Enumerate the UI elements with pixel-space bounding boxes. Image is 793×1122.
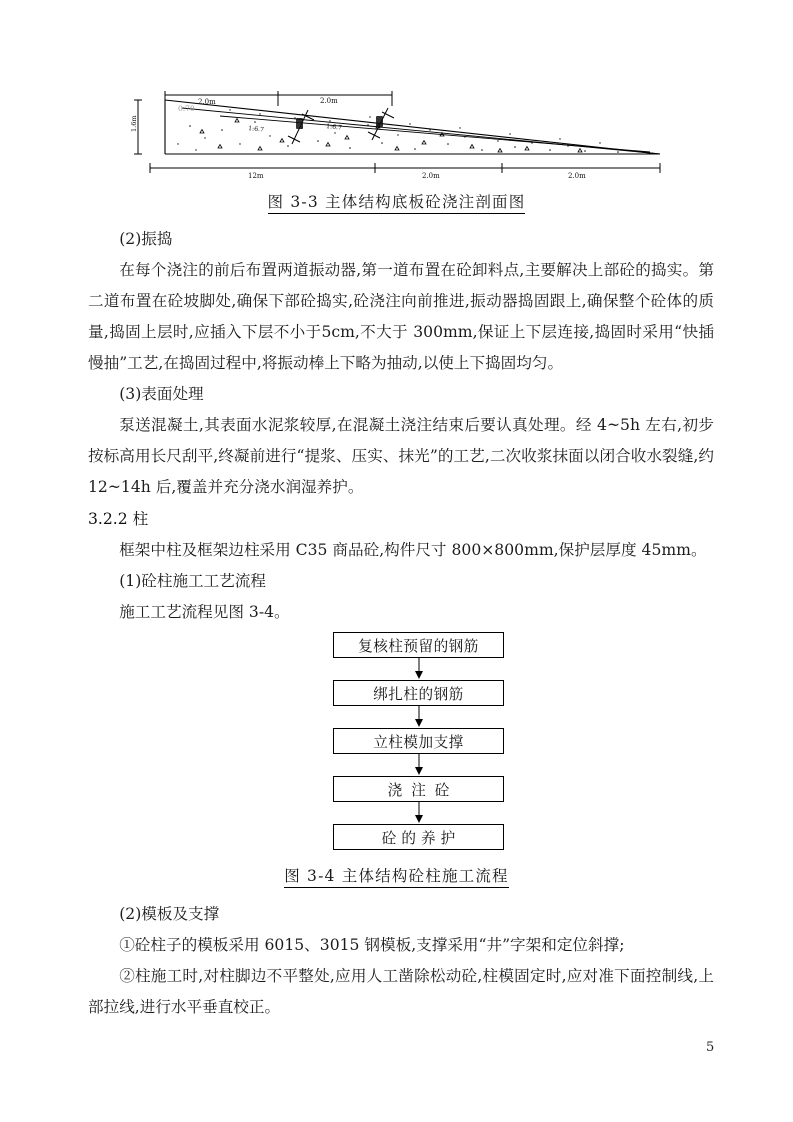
formwork-item-1-block [88, 930, 714, 961]
vibrating-paragraph-block [88, 255, 714, 379]
figure-3-3-slope-note-1: 1:6.7 [247, 125, 265, 134]
vibrating-subheading: (2)振捣 [119, 230, 173, 248]
surface-paragraph-block [88, 410, 714, 503]
vibrating-subheading-block [88, 224, 714, 255]
column-paragraph-1-block [88, 535, 714, 566]
figure-3-4-flowchart [333, 632, 506, 850]
column-paragraph-2: 施工工艺流程见图 3-4。 [119, 603, 290, 621]
figure-3-3-caption-text: 图 3-3 主体结构底板砼浇注剖面图 [268, 193, 526, 214]
flow-arrow-4 [333, 802, 504, 824]
page-number: 5 [706, 1040, 715, 1055]
formwork-item-2: ②柱施工时,对柱脚边不平整处,应用人工凿除松动砼,柱模固定时,应对准下面控制线,上部拉线,进行水平垂直校正。 [88, 967, 714, 1016]
formwork-subheading-block [88, 899, 714, 930]
figure-3-3-top-dim-1: 2.0m [198, 98, 216, 106]
flow-arrow-1 [333, 658, 504, 680]
vibrating-paragraph: 在每个浇注的前后布置两道振动器,第一道布置在砼卸料点,主要解决上部砼的捣实。第二道布置在砼坡脚处,确保下部砼捣实,砼浇注向前推进,振动器捣固跟上,确保整个砼体的质量,捣固上层时,应插入下层不小于5cm,不大于 300mm,保证上下层连接,捣固时采用“快插慢抽”工艺,在捣固过程中,将振动棒上下略为抽动,以使上下捣固均匀。 [88, 261, 714, 372]
surface-paragraph: 泵送混凝土,其表面水泥浆较厚,在混凝土浇注结束后要认真处理。经 4~5h 左右,初步按标高用长尺刮平,终凝前进行“提浆、压实、抹光”的工艺,二次收浆抹面以闭合收水裂缝,约 12~14h 后,覆盖并充分浇水润湿养护。 [88, 416, 714, 496]
flow-step-1: 复核柱预留的钢筋 [333, 632, 504, 658]
formwork-item-1: ①砼柱子的模板采用 6015、3015 钢模板,支撑采用“井”字架和定位斜撑; [119, 936, 625, 954]
column-paragraph-1: 框架中柱及框架边柱采用 C35 商品砼,构件尺寸 800×800mm,保护层厚度 45mm。 [119, 541, 707, 559]
figure-3-3-bottom-dim-2: 2.0m [422, 172, 440, 180]
formwork-subheading: (2)模板及支撑 [119, 905, 220, 923]
figure-3-3-height-label: 1.6m [130, 115, 138, 132]
flow-step-5: 砼的养护 [333, 824, 504, 850]
surface-subheading-block [88, 379, 714, 410]
formwork-item-2-block [88, 961, 714, 1023]
figure-3-4-caption-text: 图 3-4 主体结构砼柱施工流程 [284, 867, 509, 888]
flow-step-4: 浇注砼 [333, 776, 504, 802]
figure-3-3-caption [0, 190, 793, 212]
figure-3-3-diagram [130, 86, 670, 186]
figure-3-3-bottom-dim-1: 12m [248, 172, 264, 180]
figure-3-3-top-dim-2: 2.0m [320, 97, 338, 105]
flow-step-3: 立柱模加支撑 [333, 728, 504, 754]
flow-arrow-2 [333, 706, 504, 728]
flow-arrow-3 [333, 754, 504, 776]
figure-3-3-bottom-dim-3: 2.0m [568, 172, 586, 180]
flow-step-2: 绑扎柱的钢筋 [333, 680, 504, 706]
column-paragraph-2-block [88, 597, 714, 628]
figure-3-3-slope-note-2: 1:6.7 [325, 123, 343, 132]
column-subheading-1: (1)砼柱施工工艺流程 [119, 572, 267, 590]
section-heading-3-2-2: 3.2.2 柱 [88, 510, 149, 528]
figure-3-3-slope-label: 0.70 [178, 104, 195, 113]
column-subheading-1-block [88, 566, 714, 597]
surface-subheading: (3)表面处理 [119, 385, 204, 403]
figure-3-4-caption [0, 864, 793, 886]
